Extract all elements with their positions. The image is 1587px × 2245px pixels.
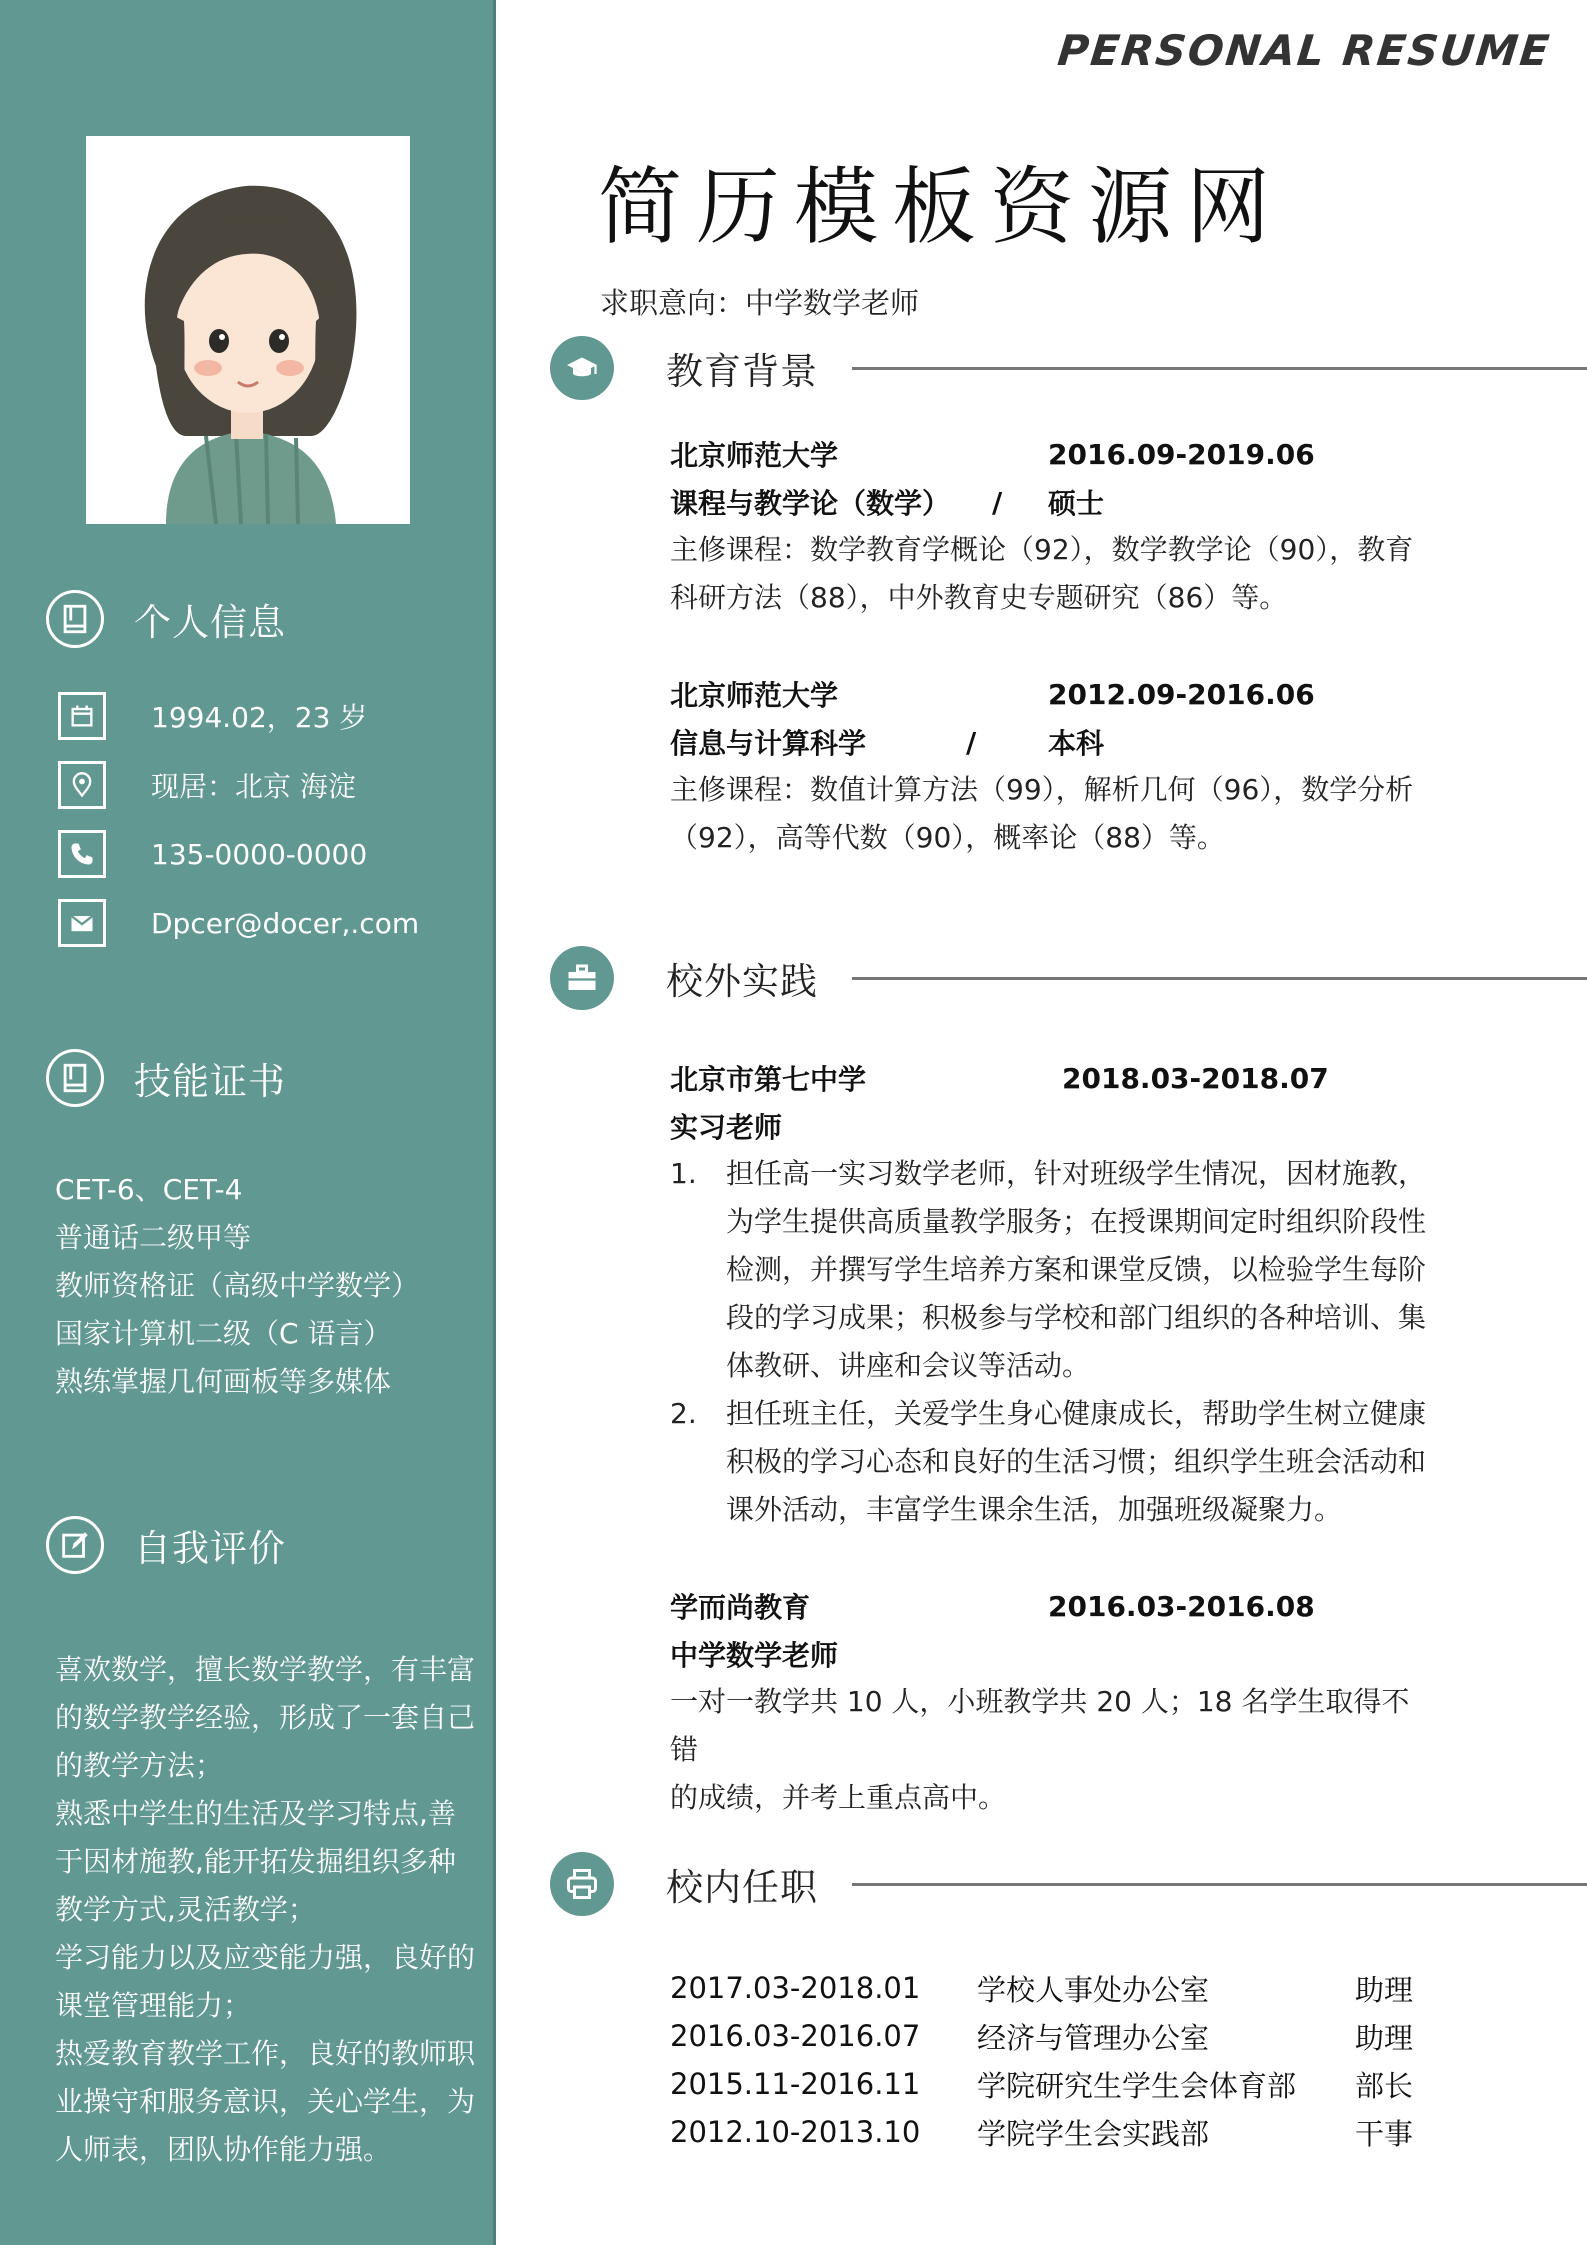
section-title: 自我评价 (134, 1527, 286, 1570)
table-row (670, 2108, 1435, 2156)
degree: 硕士 (1048, 487, 1105, 520)
phone-icon (58, 830, 106, 878)
list-item (670, 1150, 1430, 1390)
avatar (86, 136, 410, 524)
text-line: 担任班主任，关爱学生身心健康成长，帮助学生树立健康 (726, 1397, 1427, 1430)
table-row (670, 2012, 1435, 2060)
position-date: 2017.03-2018.01 (670, 1971, 921, 2005)
section-practice (550, 946, 1587, 1010)
education-entry (670, 670, 1430, 862)
position-role: 干事 (1355, 2116, 1414, 2151)
text-line: 段的学习成果；积极参与学校和部门组织的各种培训、集 (726, 1301, 1427, 1334)
org-name: 北京市第七中学 (670, 1063, 867, 1096)
info-text: 1994.02，23 岁 (151, 701, 368, 734)
section-divider (852, 1883, 1587, 1886)
info-text: Dpcer@docer,.com (151, 906, 420, 940)
list-item: 熟练掌握几何画板等多媒体 (55, 1365, 392, 1398)
date-range: 2018.03-2018.07 (1062, 1061, 1329, 1095)
text-line: 熟悉中学生的生活及学习特点,善 (55, 1797, 456, 1830)
degree: 本科 (1048, 727, 1105, 760)
skills-list (55, 1166, 419, 1406)
date-range: 2016.09-2019.06 (1048, 437, 1315, 471)
position-role: 部长 (1355, 2068, 1414, 2103)
list-item: 普通话二级甲等 (55, 1221, 252, 1254)
position-dept: 学院研究生学生会体育部 (977, 2068, 1297, 2103)
major: 信息与计算科学 (670, 727, 867, 760)
table-row (670, 2060, 1435, 2108)
avatar-illustration (86, 136, 410, 524)
info-phone (58, 830, 367, 878)
section-education (550, 336, 1587, 400)
list-item: 国家计算机二级（C 语言） (55, 1317, 392, 1350)
text-line: 于因材施教,能开拓发掘组织多种 (55, 1845, 456, 1878)
separator: / (992, 485, 1003, 519)
brand-title: PERSONAL RESUME (1055, 26, 1554, 75)
list-item: 教师资格证（高级中学数学） (55, 1269, 420, 1302)
text-line: 学习能力以及应变能力强，良好的 (55, 1941, 476, 1974)
edit-icon (46, 1516, 104, 1574)
date-range: 2016.03-2016.08 (1048, 1589, 1315, 1623)
practice-entry (670, 1582, 1430, 1822)
section-title: 校内任职 (666, 1866, 818, 1909)
text-line: 人师表，团队协作能力强。 (55, 2133, 392, 2166)
list-item: CET-6、CET-4 (55, 1173, 243, 1206)
school-name: 北京师范大学 (670, 679, 839, 712)
text-line: 为学生提供高质量教学服务；在授课期间定时组织阶段性 (726, 1205, 1427, 1238)
text-line: 主修课程：数值计算方法（99），解析几何（96），数学分析 (670, 773, 1414, 806)
text-line: 主修课程：数学教育学概论（92），数学教学论（90），教育 (670, 533, 1414, 566)
text-line: 的教学方法； (55, 1749, 224, 1782)
mail-icon (58, 899, 106, 947)
section-skills (46, 1049, 286, 1107)
info-birth (58, 692, 367, 740)
book-icon (46, 1049, 104, 1107)
section-divider (852, 977, 1587, 980)
list-number: 2. (670, 1397, 697, 1430)
text-line: 课堂管理能力； (55, 1989, 252, 2022)
position-date: 2012.10-2013.10 (670, 2115, 921, 2149)
text-line: 教学方式,灵活教学； (55, 1893, 316, 1926)
info-text: 135-0000-0000 (151, 837, 368, 871)
section-divider (852, 367, 1587, 370)
info-text: 现居：北京 海淀 (151, 770, 356, 803)
sidebar (0, 0, 493, 2245)
school-name: 北京师范大学 (670, 439, 839, 472)
text-line: 体教研、讲座和会议等活动。 (726, 1349, 1091, 1382)
duty-list (670, 1150, 1430, 1534)
text-line: 科研方法（88），中外教育史专题研究（86）等。 (670, 581, 1288, 614)
graduation-cap-icon (550, 336, 614, 400)
section-title: 技能证书 (134, 1060, 286, 1103)
position-date: 2015.11-2016.11 (670, 2067, 921, 2101)
self-eval-text (55, 1646, 485, 2174)
page-title: 简历模板资源网 (598, 158, 1285, 256)
book-icon (46, 590, 104, 648)
major: 课程与教学论（数学） (670, 487, 951, 520)
info-email (58, 899, 419, 947)
section-title: 教育背景 (666, 350, 818, 393)
briefcase-icon (550, 946, 614, 1010)
list-item (670, 1390, 1430, 1534)
role: 中学数学老师 (670, 1639, 839, 1672)
positions-table (670, 1964, 1435, 2156)
text-line: 的数学教学经验，形成了一套自己 (55, 1701, 476, 1734)
text-line: 一对一教学共 10 人，小班教学共 20 人；18 名学生取得不错 (670, 1685, 1410, 1766)
text-line: （92），高等代数（90），概率论（88）等。 (670, 821, 1225, 854)
position-dept: 学院学生会实践部 (977, 2116, 1210, 2151)
info-location (58, 761, 356, 809)
job-intent: 求职意向：中学数学老师 (600, 286, 920, 320)
section-title: 个人信息 (134, 601, 286, 644)
role: 实习老师 (670, 1111, 783, 1144)
position-role: 助理 (1355, 2020, 1414, 2055)
calendar-icon (58, 692, 106, 740)
position-date: 2016.03-2016.07 (670, 2019, 921, 2053)
table-row (670, 1964, 1435, 2012)
text-line: 的成绩，并考上重点高中。 (670, 1781, 1007, 1814)
text-line: 课外活动，丰富学生课余生活，加强班级凝聚力。 (726, 1493, 1343, 1526)
text-line: 热爱教育教学工作，良好的教师职 (55, 2037, 476, 2070)
text-line: 积极的学习心态和良好的生活习惯；组织学生班会活动和 (726, 1445, 1427, 1478)
position-role: 助理 (1355, 1972, 1414, 2007)
separator: / (966, 725, 977, 759)
position-dept: 经济与管理办公室 (977, 2020, 1210, 2055)
printer-icon (550, 1852, 614, 1916)
text-line: 喜欢数学，擅长数学教学，有丰富 (55, 1653, 476, 1686)
section-personal-info (46, 590, 286, 648)
text-line: 业操守和服务意识，关心学生，为 (55, 2085, 476, 2118)
section-self-eval (46, 1516, 286, 1574)
position-dept: 学校人事处办公室 (977, 1972, 1210, 2007)
education-entry (670, 430, 1430, 622)
location-icon (58, 761, 106, 809)
section-positions (550, 1852, 1587, 1916)
text-line: 检测，并撰写学生培养方案和课堂反馈，以检验学生每阶 (726, 1253, 1427, 1286)
date-range: 2012.09-2016.06 (1048, 677, 1315, 711)
sidebar-divider (493, 0, 496, 2245)
org-name: 学而尚教育 (670, 1591, 811, 1624)
text-line: 担任高一实习数学老师，针对班级学生情况，因材施教， (726, 1157, 1427, 1190)
practice-entry (670, 1054, 1430, 1534)
list-number: 1. (670, 1157, 697, 1190)
section-title: 校外实践 (666, 960, 818, 1003)
